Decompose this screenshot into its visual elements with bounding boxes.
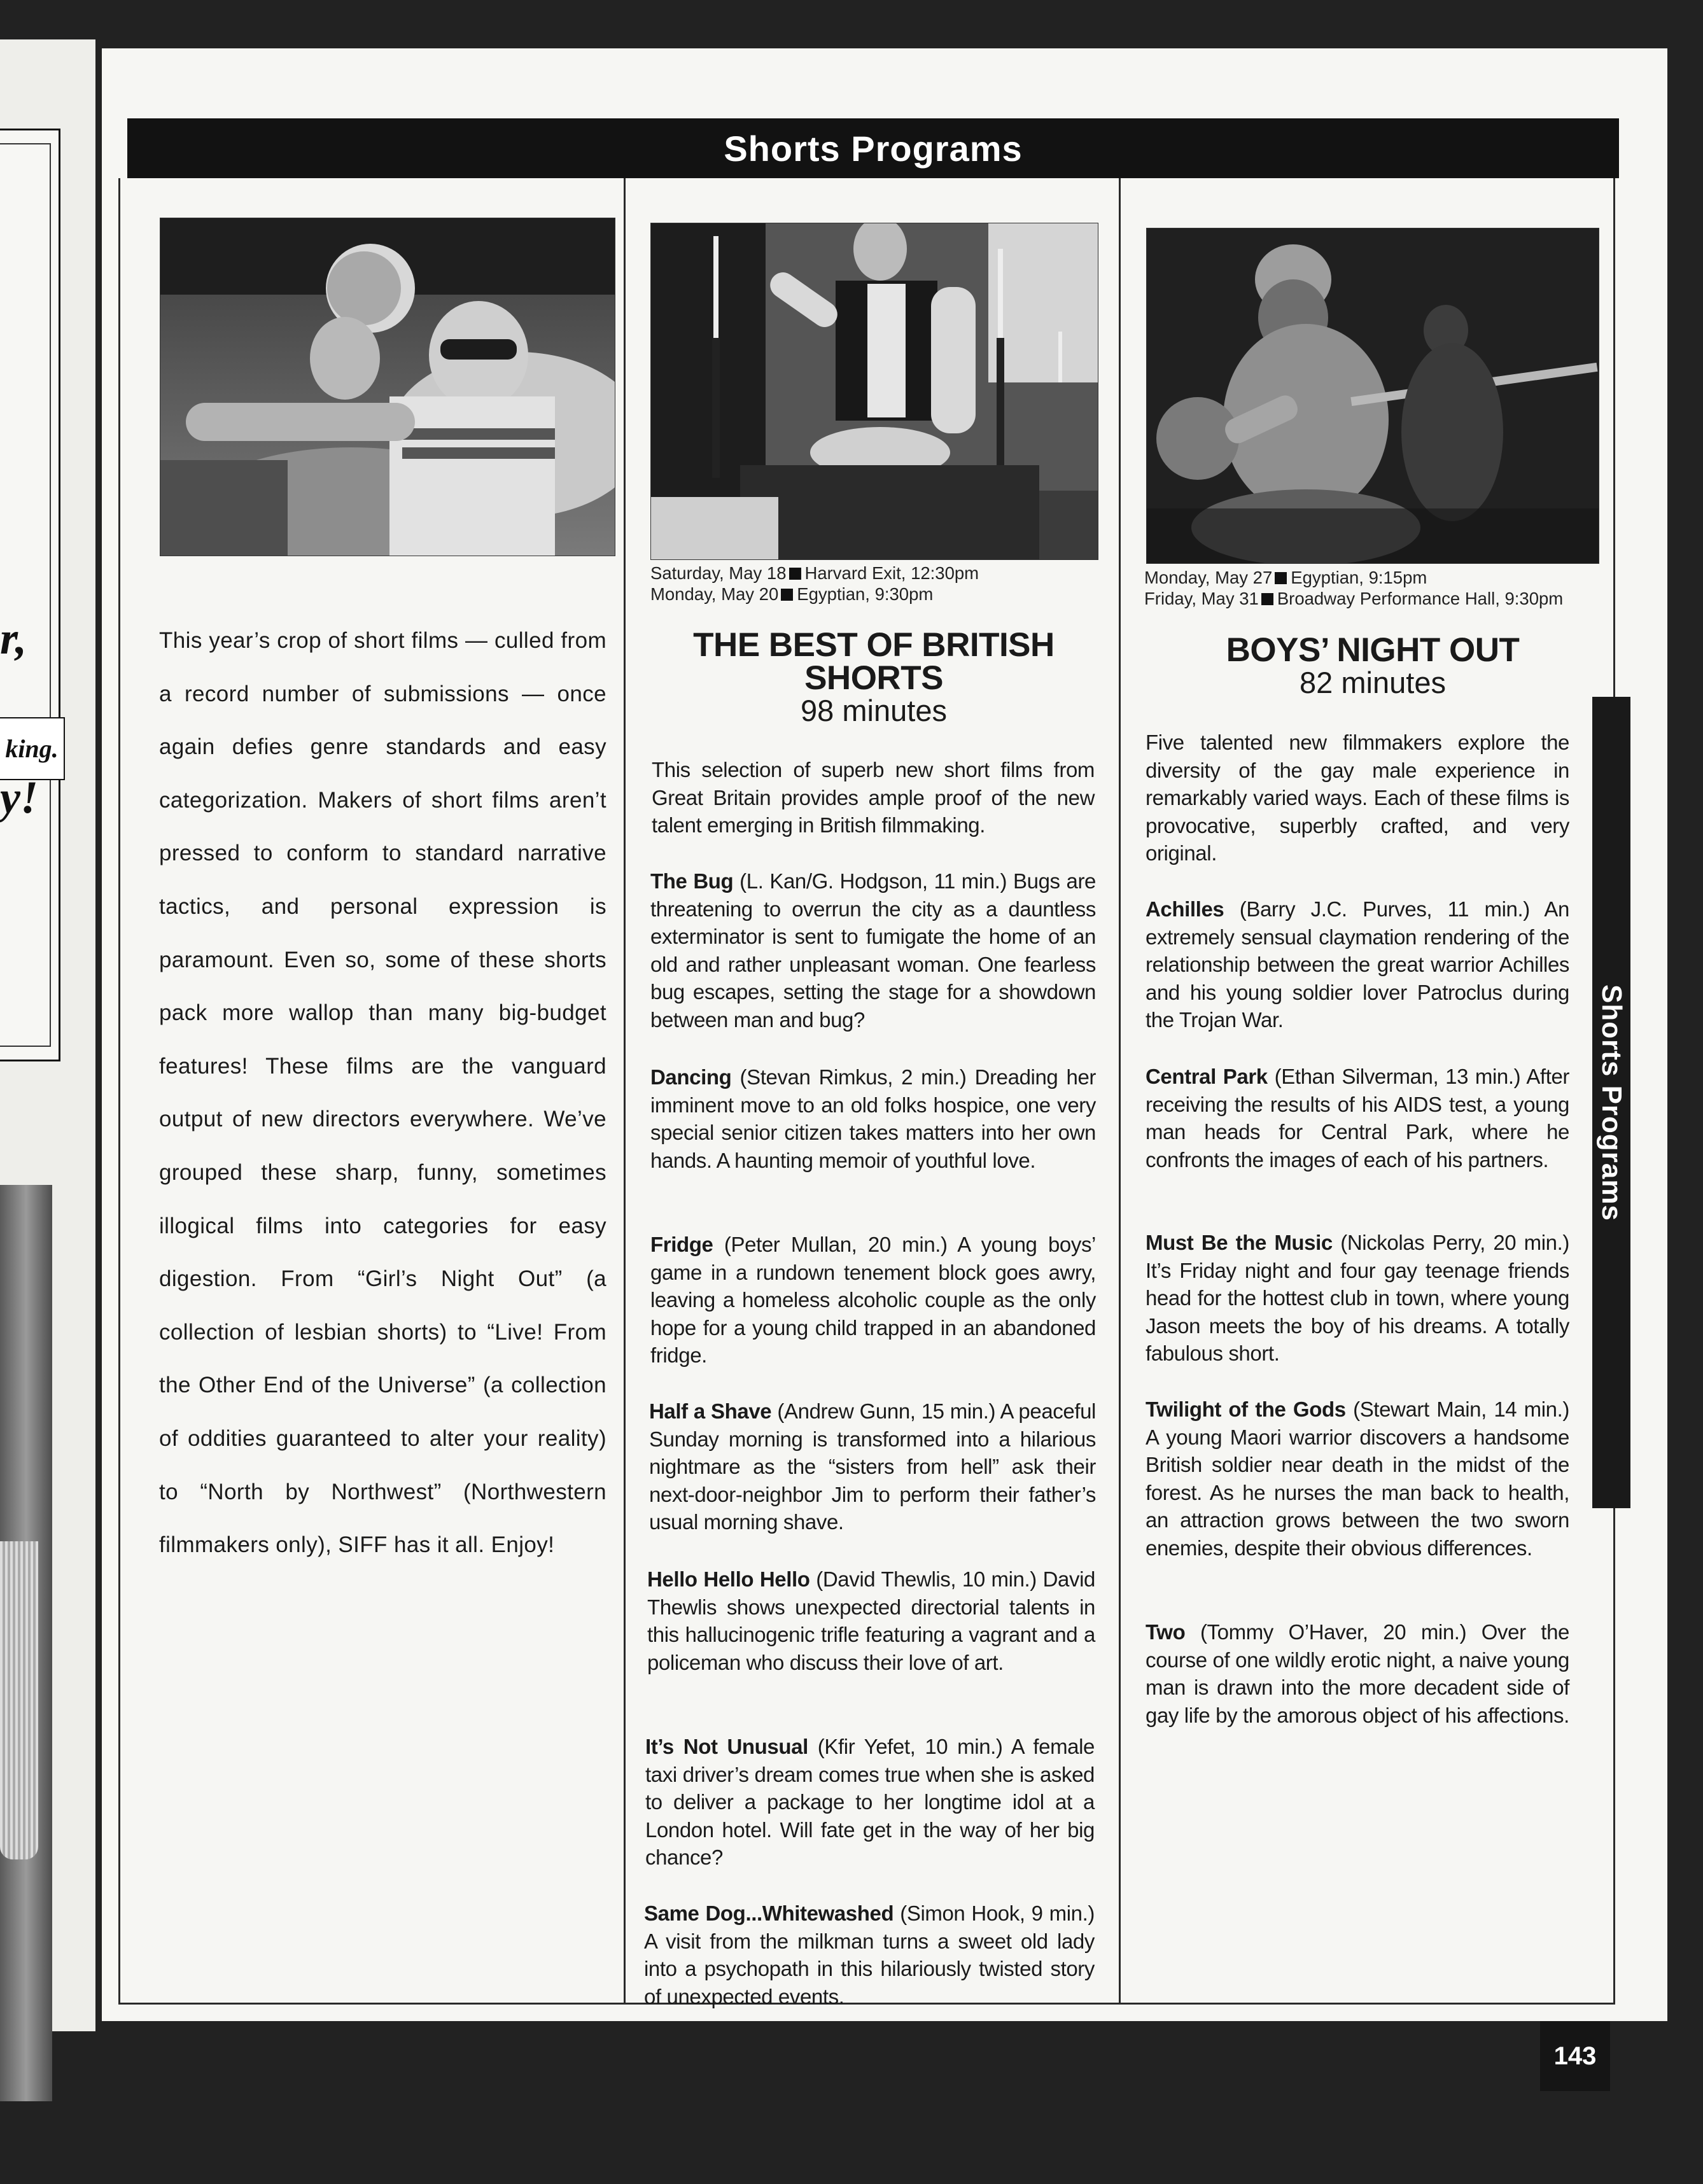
showtimes-boys: [1144, 567, 1601, 609]
program-title-british: [650, 626, 1097, 697]
section-title: Shorts Programs: [724, 128, 1023, 169]
showtime-row: [650, 584, 1097, 605]
showtime-venue: Harvard Exit, 12:30pm: [804, 563, 979, 583]
bullet-square-icon: [789, 568, 801, 580]
film-description: A young boys’ game in a rundown tenement block goes awry, leaving a homeless alcoholic couple as the only hope for a young child trapped in an abandoned fridge.: [650, 1233, 1096, 1368]
film-title: Hello Hello Hello: [647, 1567, 810, 1591]
film-description: A young Maori warrior discovers a handsome British soldier near death in the midst of the forest. As he nurses the man back to health, an attraction grows between the two sworn enemies, despite their obvious differences.: [1146, 1425, 1569, 1560]
showtime-row: [1144, 567, 1601, 588]
film-title: It’s Not Unusual: [645, 1735, 808, 1758]
film-description: A female taxi driver’s dream comes true when she is asked to deliver a package to her longtime idol at a London hotel. Will fate get in the way of her big chance?: [645, 1735, 1095, 1870]
film-title: Half a Shave: [649, 1399, 772, 1423]
program-title-line: THE BEST OF BRITISH: [693, 626, 1055, 664]
showtime-day: Monday, May 27: [1144, 568, 1273, 587]
film-credit: (Stevan Rimkus, 2 min.): [731, 1065, 975, 1089]
film-description: David Thewlis shows unexpected directorial talents in this hallucinogenic trifle featuring a vagrant and a policeman who discuss their love of art.: [647, 1567, 1095, 1674]
film-credit: (Ethan Silverman, 13 min.): [1267, 1065, 1527, 1088]
film-entry: [650, 867, 1096, 1034]
facing-page: [0, 39, 95, 2031]
film-credit: (Kfir Yefet, 10 min.): [808, 1735, 1011, 1758]
program-title-boys: BOYS’ NIGHT OUT: [1226, 631, 1520, 669]
film-title: Two: [1146, 1620, 1186, 1644]
photo-girls-night-out: [160, 218, 615, 556]
film-credit: (Barry J.C. Purves, 11 min.): [1224, 897, 1545, 921]
program-title-line: SHORTS: [804, 659, 943, 697]
film-entry: [645, 1733, 1095, 1872]
film-credit: (Nickolas Perry, 20 min.): [1332, 1231, 1569, 1254]
photo-british-shorts: [650, 223, 1098, 560]
showtime-row: [1144, 588, 1601, 609]
film-description: Over the course of one wildly erotic night, a naive young man is drawn into the more decadent side of gay life by the amorous object of his affections.: [1146, 1620, 1569, 1727]
film-entry: [1146, 1229, 1569, 1368]
film-title: The Bug: [650, 869, 734, 893]
column-divider: [624, 178, 626, 2005]
film-title: Dancing: [650, 1065, 732, 1089]
bullet-square-icon: [1261, 593, 1273, 605]
facing-page-ad-box: [0, 129, 60, 1061]
film-description: A peaceful Sunday morning is transformed into a hilarious nightmare as the “sisters from hell” ask their next-door-neighbor Jim to perform their father’s usual morning shave.: [649, 1399, 1096, 1534]
film-title: Must Be the Music: [1146, 1231, 1333, 1254]
facing-page-artwork: [0, 1185, 52, 2101]
film-description: After receiving the results of his AIDS test, a young man heads for Central Park, where he confronts the images of each of his partners.: [1146, 1065, 1570, 1172]
film-credit: (Simon Hook, 9 min.): [894, 1901, 1095, 1925]
program-duration-boys: 82 minutes: [1300, 666, 1446, 699]
showtime-venue: Egyptian, 9:15pm: [1291, 568, 1427, 587]
side-tab-label: Shorts Programs: [1596, 984, 1628, 1221]
showtime-venue: Broadway Performance Hall, 9:30pm: [1277, 589, 1564, 608]
showtime-day: Saturday, May 18: [650, 563, 787, 583]
facing-page-fragment: king.: [0, 717, 65, 780]
bullet-square-icon: [781, 589, 793, 601]
facing-page-fragment: r,: [0, 613, 27, 664]
film-description: Dreading her imminent move to an old folks hospice, one very special senior citizen takes matters into her own hands. A haunting memoir of youthful love.: [650, 1065, 1097, 1172]
facing-page-fragment: y!: [0, 772, 38, 823]
film-title: Achilles: [1146, 897, 1224, 921]
program-duration-british: 98 minutes: [801, 694, 947, 727]
film-description: A visit from the milkman turns a sweet old lady into a psychopath in this hilariously twisted story of unexpected events.: [644, 1929, 1095, 2008]
film-title: Central Park: [1146, 1065, 1268, 1088]
film-entry: [1146, 1063, 1569, 1173]
film-title: Fridge: [650, 1233, 713, 1256]
program-blurb-boys: Five talented new filmmakers explore the diversity of the gay male experience in remarkably varied ways. Each of these films is provocative, superbly crafted, and very original.: [1146, 731, 1569, 865]
section-header: [127, 118, 1619, 178]
photo-boys-night-out: [1146, 228, 1599, 564]
film-title: Twilight of the Gods: [1146, 1397, 1346, 1421]
film-credit: (Andrew Gunn, 15 min.): [771, 1399, 1000, 1423]
showtime-venue: Egyptian, 9:30pm: [797, 584, 934, 604]
film-entry: [1146, 1396, 1569, 1562]
film-entry: [1146, 1618, 1569, 1729]
film-credit: (David Thewlis, 10 min.): [809, 1567, 1043, 1591]
film-credit: (Stewart Main, 14 min.): [1345, 1397, 1569, 1421]
film-credit: (Peter Mullan, 20 min.): [713, 1233, 958, 1256]
film-entry: [650, 1063, 1096, 1174]
film-entry: [644, 1900, 1095, 2010]
film-entry: [649, 1397, 1096, 1536]
film-description: An extremely sensual claymation rendering of the relationship between the great warrior Achilles and his young soldier lover Patroclus during the Trojan War.: [1146, 897, 1569, 1032]
program-blurb-british: This selection of superb new short films from Great Britain provides ample proof of the new talent emerging in British filmmaking.: [652, 758, 1095, 837]
film-entry: [650, 1231, 1096, 1369]
bullet-square-icon: [1275, 572, 1287, 584]
showtime-day: Friday, May 31: [1144, 589, 1259, 608]
page-number: 143: [1540, 2021, 1610, 2091]
showtime-row: [650, 563, 1097, 584]
showtime-day: Monday, May 20: [650, 584, 779, 604]
section-side-tab: [1592, 697, 1630, 1508]
film-description: Bugs are threatening to overrun the city as a dauntless exterminator is sent to fumigate the home of an old and rather unpleasant woman. One fearless bug escapes, setting the stage for a showdown between man and bug?: [650, 869, 1096, 1032]
film-title: Same Dog...Whitewashed: [644, 1901, 894, 1925]
film-description: It’s Friday night and four gay teenage friends head for the hottest club in town, where young Jason meets the boy of his dreams. A totally fabulous short.: [1146, 1258, 1569, 1366]
film-credit: (Tommy O’Haver, 20 min.): [1185, 1620, 1482, 1644]
showtimes-british: [650, 563, 1097, 605]
film-credit: (L. Kan/G. Hodgson, 11 min.): [733, 869, 1014, 893]
film-entry: [1146, 895, 1569, 1034]
intro-text: This year’s crop of short films — culled from a record number of submissions — once again defies genre standards and easy categorization. Makers of short films aren’t pressed to conform to standard narrative tactics, and personal expression is paramount. Even so, some of these shorts pack more wallop than many big-budget features! These films are the vanguard output of new directors everywhere. We’ve grouped these sharp, funny, sometimes illogical films into categories for easy digestion. From “Girl’s Night Out” (a collection of lesbian shorts) to “Live! From the Other End of the Universe” (a collection of oddities guaranteed to alter your reality) to “North by Northwest” (Northwestern filmmakers only), SIFF has it all. Enjoy!: [159, 628, 606, 1558]
column-divider: [1119, 178, 1121, 2005]
film-entry: [647, 1565, 1095, 1676]
